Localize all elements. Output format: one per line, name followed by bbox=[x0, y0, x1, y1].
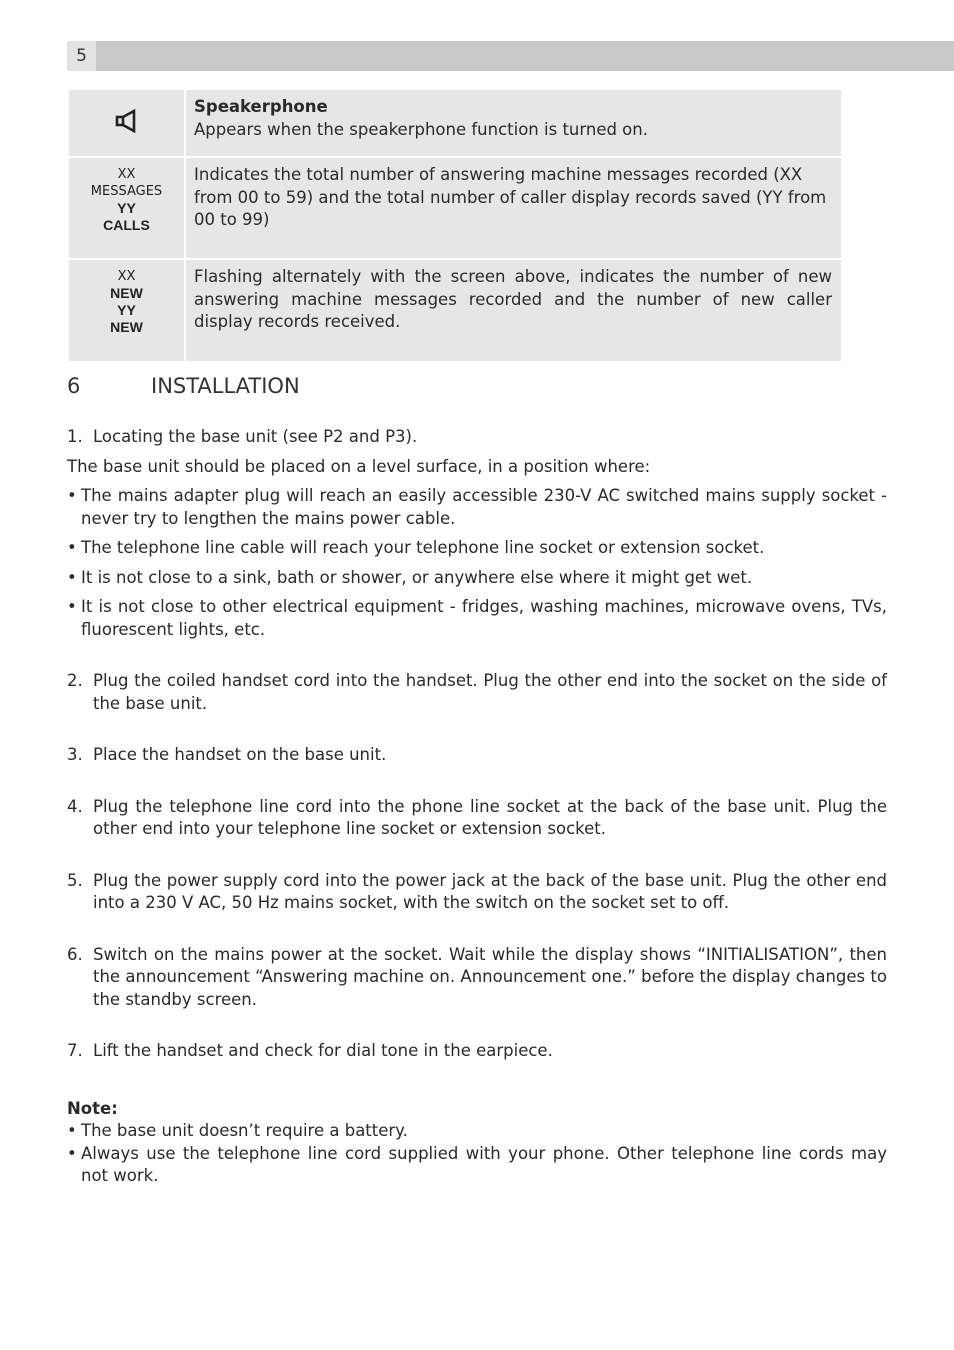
display-line: XX bbox=[117, 269, 136, 284]
display-line: CALLS bbox=[103, 217, 150, 233]
table-row bbox=[69, 260, 841, 361]
note-title: Note: bbox=[67, 1098, 118, 1118]
bullet-icon: • bbox=[67, 1121, 77, 1140]
step-item bbox=[67, 426, 887, 449]
speaker-icon bbox=[114, 108, 140, 134]
step-number: 6. bbox=[67, 944, 83, 964]
page-number: 5 bbox=[67, 41, 96, 71]
display-line: NEW bbox=[110, 285, 143, 301]
table-row bbox=[69, 158, 841, 258]
bullet-text: Always use the telephone line cord supplied with your phone. Other telephone line cords may not work. bbox=[81, 1143, 887, 1185]
step-item bbox=[67, 870, 887, 915]
bullet-icon: • bbox=[67, 486, 77, 505]
step-number: 5. bbox=[67, 870, 83, 890]
section-heading bbox=[67, 374, 300, 398]
step-item bbox=[67, 670, 887, 715]
messages-calls-display bbox=[69, 158, 184, 258]
speaker-icon-cell bbox=[69, 90, 184, 156]
step-text: Place the handset on the base unit. bbox=[93, 745, 387, 764]
step-text: Switch on the mains power at the socket. Wait while the display shows “INITIALISATION”, then the announcement “Answering machine on. Announcement one.” before the display changes to the standby screen. bbox=[93, 944, 887, 1009]
messages-calls-description: Indicates the total number of answering machine messages recorded (XX from 00 to 59) and the total number of caller display records saved (YY from 00 to 99) bbox=[186, 158, 841, 258]
display-line: YY bbox=[117, 200, 136, 216]
speakerphone-description bbox=[186, 90, 841, 156]
list-item bbox=[67, 485, 887, 530]
speakerphone-text: Appears when the speakerphone function is turned on. bbox=[194, 119, 648, 139]
step-item bbox=[67, 744, 887, 767]
new-records-display bbox=[69, 260, 184, 361]
list-item bbox=[67, 596, 887, 641]
new-records-description: Flashing alternately with the screen above, indicates the number of new answering machine messages recorded and the number of new caller display records received. bbox=[186, 260, 841, 361]
step-number: 4. bbox=[67, 796, 83, 816]
location-intro: The base unit should be placed on a level surface, in a position where: bbox=[67, 456, 651, 476]
bullet-icon: • bbox=[67, 597, 77, 616]
list-item bbox=[67, 567, 887, 590]
bullet-text: The telephone line cable will reach your telephone line socket or extension socket. bbox=[81, 538, 765, 557]
section-number: 6 bbox=[67, 374, 81, 398]
bullet-text: It is not close to a sink, bath or shower, or anywhere else where it might get wet. bbox=[81, 567, 753, 587]
installation-content bbox=[67, 426, 887, 1188]
list-item bbox=[67, 1120, 887, 1143]
step-text: Plug the coiled handset cord into the handset. Plug the other end into the socket on the side of the base unit. bbox=[93, 671, 887, 713]
list-item bbox=[67, 537, 887, 560]
bullet-icon: • bbox=[67, 567, 77, 587]
list-item bbox=[67, 1143, 887, 1188]
step-text: Plug the power supply cord into the power jack at the back of the base unit. Plug the other end into a 230 V AC, 50 Hz mains socket, with the switch on the socket set to off. bbox=[93, 870, 887, 912]
display-line: MESSAGES bbox=[90, 184, 163, 199]
table-row bbox=[69, 90, 841, 156]
page-header-bar bbox=[67, 41, 954, 71]
step-number: 7. bbox=[67, 1041, 83, 1060]
display-line: NEW bbox=[110, 319, 143, 335]
section-title: INSTALLATION bbox=[151, 374, 300, 398]
step-item bbox=[67, 1040, 887, 1063]
bullet-icon: • bbox=[67, 1143, 77, 1163]
step-number: 2. bbox=[67, 671, 83, 690]
bullet-text: The mains adapter plug will reach an easily accessible 230-V AC switched mains supply socket - never try to lengthen the mains power cable. bbox=[81, 486, 887, 528]
step-item bbox=[67, 944, 887, 1012]
step-text: Locating the base unit (see P2 and P3). bbox=[93, 427, 418, 446]
bullet-text: The base unit doesn’t require a battery. bbox=[81, 1121, 408, 1140]
step-text: Lift the handset and check for dial tone in the earpiece. bbox=[93, 1041, 553, 1060]
step-number: 3. bbox=[67, 745, 83, 764]
display-line: XX bbox=[117, 167, 136, 182]
display-line: YY bbox=[117, 302, 136, 318]
step-item bbox=[67, 796, 887, 841]
step-number: 1. bbox=[67, 427, 83, 446]
speakerphone-title: Speakerphone bbox=[194, 97, 328, 116]
bullet-text: It is not close to other electrical equipment - fridges, washing machines, microwave ovens, TVs, fluorescent lights, etc. bbox=[81, 597, 887, 639]
display-icons-table bbox=[67, 88, 843, 363]
step-text: Plug the telephone line cord into the phone line socket at the back of the base unit. Plug the other end into your telephone line socket or extension socket. bbox=[93, 796, 887, 838]
bullet-icon: • bbox=[67, 538, 77, 557]
